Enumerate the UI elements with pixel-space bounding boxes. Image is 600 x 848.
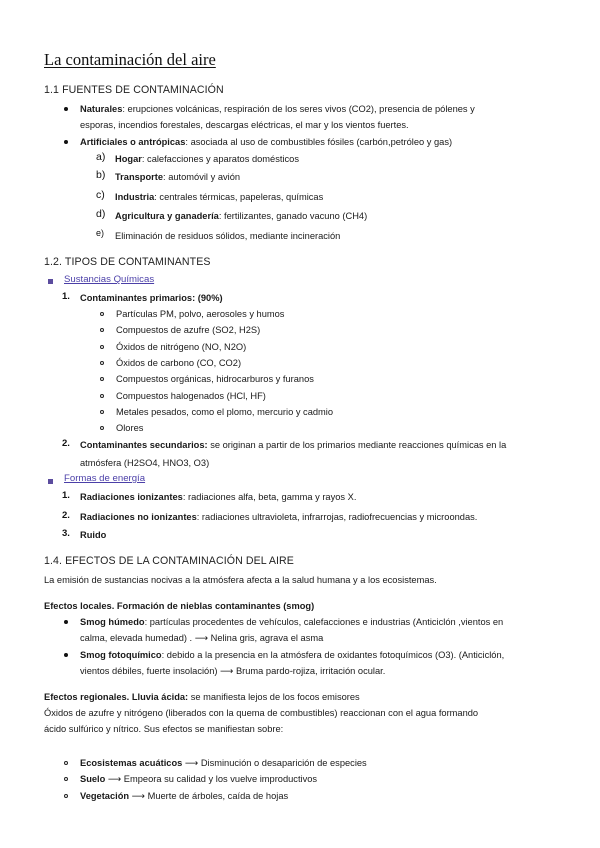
list-item-ecosistemas: Ecosistemas acuáticos ⟶ Disminución o desaparición de especies: [80, 758, 367, 768]
paragraph-oxidos: Óxidos de azufre y nitrógeno (liberados con la quema de combustibles) reaccionan con el agua formando: [44, 708, 479, 718]
list-item-artificiales: Artificiales o antrópicas: asociada al uso de combustibles fósiles (carbón,petróleo y gas): [80, 137, 453, 147]
list-item: Olores: [116, 423, 144, 433]
circle-bullet-icon: [64, 794, 68, 798]
list-item-hogar: Hogar: calefacciones y aparatos domésticos: [115, 154, 299, 164]
circle-bullet-icon: [100, 426, 104, 430]
list-marker: d): [96, 208, 106, 220]
list-item-smog-humedo-cont: calma, elevada humedad) . ⟶ Nelina gris, agrava el asma: [80, 633, 324, 643]
square-bullet-icon: [48, 279, 53, 284]
paragraph-efectos-regionales: Efectos regionales. Lluvia ácida: se manifiesta lejos de los focos emisores: [44, 692, 360, 702]
section-heading-fuentes: 1.1 FUENTES DE CONTAMINACIÓN: [44, 84, 224, 96]
list-item: Compuestos de azufre (SO2, H2S): [116, 325, 261, 335]
list-marker: b): [96, 169, 106, 181]
list-item-primarios: Contaminantes primarios: (90%): [80, 293, 223, 303]
section-heading-efectos: 1.4. EFECTOS DE LA CONTAMINACIÓN DEL AIRE: [44, 555, 294, 567]
circle-bullet-icon: [100, 377, 104, 381]
list-item-suelo: Suelo ⟶ Empeora su calidad y los vuelve improductivos: [80, 774, 318, 784]
bullet-icon: [64, 107, 68, 111]
list-item-secundarios-cont: atmósfera (H2SO4, HNO3, O3): [80, 458, 210, 468]
list-item: Óxidos de carbono (CO, CO2): [116, 358, 242, 368]
list-item-vegetacion: Vegetación ⟶ Muerte de árboles, caída de hojas: [80, 791, 289, 801]
list-item-naturales: Naturales: erupciones volcánicas, respiración de los seres vivos (CO2), presencia de pólenes y: [80, 104, 475, 114]
list-marker: 2.: [62, 438, 70, 449]
square-bullet-icon: [48, 479, 53, 484]
list-item-ruido: Ruido: [80, 530, 107, 540]
list-item-naturales-cont: esporas, incendios forestales, descargas eléctricas, el mar y los vientos fuertes.: [80, 120, 409, 130]
list-marker: c): [96, 189, 105, 201]
list-marker: e): [96, 228, 105, 238]
list-item: Compuestos halogenados (HCl, HF): [116, 391, 266, 401]
link-sustancias-quimicas[interactable]: Sustancias Químicas: [64, 274, 155, 285]
bullet-icon: [64, 140, 68, 144]
list-marker: 3.: [62, 528, 70, 539]
list-item-smog-fotoquimico: Smog fotoquímico: debido a la presencia en la atmósfera de oxidantes fotoquímicos (O3). (Anticiclón,: [80, 650, 505, 660]
circle-bullet-icon: [100, 410, 104, 414]
list-item: Partículas PM, polvo, aerosoles y humos: [116, 309, 285, 319]
list-item: Compuestos orgánicas, hidrocarburos y furanos: [116, 374, 314, 384]
paragraph-intro: La emisión de sustancias nocivas a la atmósfera afecta a la salud humana y a los ecosistemas.: [44, 575, 437, 585]
list-item-smog-fotoquimico-cont: vientos débiles, fuerte insolación) ⟶ Bruma pardo-rojiza, irritación ocular.: [80, 666, 386, 676]
circle-bullet-icon: [64, 777, 68, 781]
bullet-icon: [64, 620, 68, 624]
bullet-icon: [64, 653, 68, 657]
list-marker: 2.: [62, 510, 70, 521]
list-item-transporte: Transporte: automóvil y avión: [115, 172, 241, 182]
list-item-no-ionizantes: Radiaciones no ionizantes: radiaciones ultravioleta, infrarrojas, radiofrecuencias y microondas.: [80, 512, 478, 522]
circle-bullet-icon: [100, 361, 104, 365]
link-formas-energia[interactable]: Formas de energía: [64, 473, 146, 484]
list-marker: 1.: [62, 291, 70, 302]
list-item-industria: Industria: centrales térmicas, papeleras, químicas: [115, 192, 324, 202]
circle-bullet-icon: [100, 345, 104, 349]
list-item-smog-humedo: Smog húmedo: partículas procedentes de vehículos, calefacciones e industrias (Anticiclón ,vientos en: [80, 617, 504, 627]
paragraph-oxidos-cont: ácido sulfúrico y nítrico. Sus efectos se manifiestan sobre:: [44, 724, 284, 734]
circle-bullet-icon: [100, 394, 104, 398]
section-heading-tipos: 1.2. TIPOS DE CONTAMINANTES: [44, 256, 211, 268]
list-item-residuos: Eliminación de residuos sólidos, mediante incineración: [115, 231, 341, 241]
page-title: La contaminación del aire: [44, 50, 216, 69]
list-item: Óxidos de nitrógeno (NO, N2O): [116, 342, 247, 352]
circle-bullet-icon: [100, 328, 104, 332]
list-item-agricultura: Agricultura y ganadería: fertilizantes, ganado vacuno (CH4): [115, 211, 368, 221]
subheading-efectos-locales: Efectos locales. Formación de nieblas contaminantes (smog): [44, 601, 315, 611]
list-item: Metales pesados, como el plomo, mercurio y cadmio: [116, 407, 334, 417]
list-marker: 1.: [62, 490, 70, 501]
list-marker: a): [96, 151, 106, 163]
list-item-ionizantes: Radiaciones ionizantes: radiaciones alfa, beta, gamma y rayos X.: [80, 492, 357, 502]
circle-bullet-icon: [64, 761, 68, 765]
circle-bullet-icon: [100, 312, 104, 316]
list-item-secundarios: Contaminantes secundarios: se originan a partir de los primarios mediante reacciones químicas en la: [80, 440, 507, 450]
